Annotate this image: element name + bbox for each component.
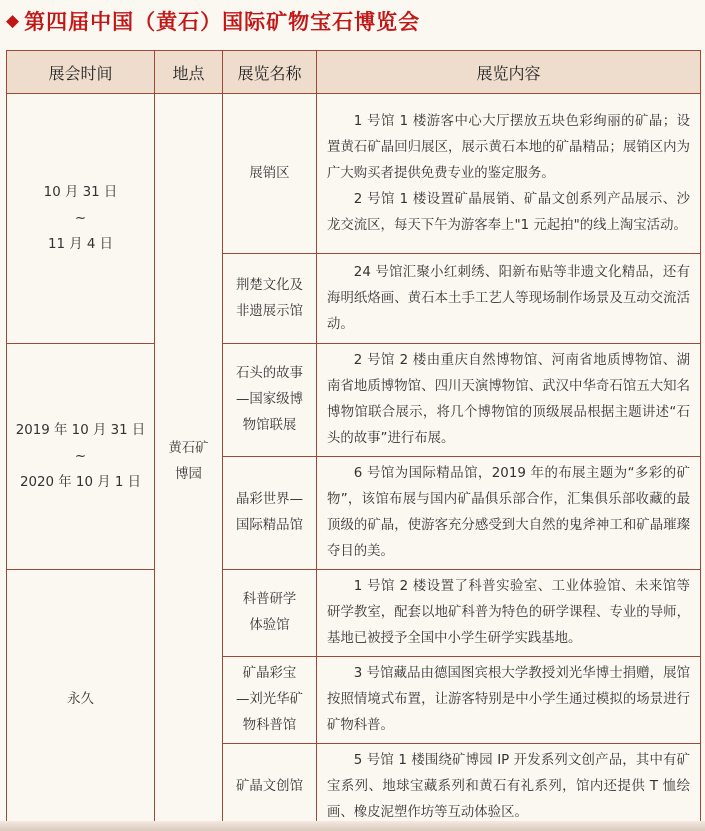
name-line: 物馆联展 bbox=[242, 418, 297, 433]
name-line: —国家级博 bbox=[236, 392, 303, 407]
period-permanent: 永久 bbox=[67, 692, 94, 707]
content-paragraph: 1 号馆 1 楼游客中心大厅摆放五块色彩绚丽的矿晶；设置黄石矿晶回归展区，展示黄石本地的矿晶精品；展销区内为广大购买者提供免费专业的鉴定服务。 bbox=[327, 113, 690, 181]
location-cell bbox=[155, 94, 223, 831]
name-line: —刘光华矿 bbox=[236, 692, 303, 707]
diamond-icon: ◆ bbox=[6, 11, 21, 31]
exhibition-content bbox=[317, 344, 701, 457]
name-line: 展销区 bbox=[249, 165, 290, 181]
content-paragraph: 6 号馆为国际精品馆，2019 年的布展主题为“多彩的矿物”，该馆布展与国内矿晶俱乐部合作，汇集俱乐部收藏的最顶级的矿晶，使游客充分感受到大自然的鬼斧神工和矿晶璀璨夺目的美。 bbox=[327, 466, 690, 559]
exhibition-content bbox=[317, 744, 701, 831]
content-paragraph: 3 号馆藏品由德国图宾根大学教授刘光华博士捐赠，展馆按照情境式布置，让游客特别是中小学生通过模拟的场景进行矿物科普。 bbox=[327, 666, 690, 733]
page-title bbox=[6, 4, 420, 38]
content-paragraph: 5 号馆 1 楼围绕矿博园 IP 开发系列文创产品，其中有矿宝系列、地球宝藏系列和黄石有礼系列，馆内还提供 T 恤绘画、橡皮泥塑作坊等互动体验区。 bbox=[327, 753, 690, 820]
exhibition-content bbox=[317, 457, 701, 570]
header-row bbox=[7, 51, 701, 94]
location-line: 黄石矿 bbox=[168, 441, 209, 456]
exhibition-name bbox=[223, 657, 317, 744]
name-line: 矿晶彩宝 bbox=[242, 666, 297, 681]
exhibition-table bbox=[6, 50, 701, 831]
period-cell bbox=[7, 570, 155, 831]
header-name: 展览名称 bbox=[223, 51, 317, 94]
table-row bbox=[7, 570, 701, 657]
header-content: 展览内容 bbox=[317, 51, 701, 94]
decorative-footer-band bbox=[0, 821, 705, 831]
name-line: 非遗展示馆 bbox=[236, 303, 303, 319]
content-paragraph: 2 号馆 2 楼由重庆自然博物馆、河南省地质博物馆、湖南省地质博物馆、四川天演博物馆、武汉中华奇石馆五大知名博物馆联合展示，将几个博物馆的顶级展品根据主题讲述“石头的故事”进行布展。 bbox=[327, 353, 690, 446]
table-row bbox=[7, 344, 701, 457]
exhibition-name bbox=[223, 457, 317, 570]
title-text: 第四届中国（黄石）国际矿物宝石博览会 bbox=[24, 9, 421, 34]
name-line: 国际精品馆 bbox=[236, 518, 303, 533]
exhibition-content bbox=[317, 254, 701, 344]
exhibition-content bbox=[317, 94, 701, 254]
exhibition-content bbox=[317, 657, 701, 744]
name-line: 石头的故事 bbox=[236, 366, 303, 381]
name-line: 物科普馆 bbox=[242, 718, 297, 733]
content-paragraph: 1 号馆 2 楼设置了科普实验室、工业体验馆、未来馆等研学教室，配套以地矿科普为特色的研学课程、专业的导师，基地已被授予全国中小学生研学实践基地。 bbox=[327, 579, 690, 646]
period-tilde: ~ bbox=[74, 210, 87, 226]
period-end: 11 月 4 日 bbox=[47, 236, 114, 252]
period-tilde: ~ bbox=[74, 448, 87, 464]
period-start: 2019 年 10 月 31 日 bbox=[15, 422, 146, 438]
exhibition-name bbox=[223, 94, 317, 254]
period-cell bbox=[7, 344, 155, 570]
period-end: 2020 年 10 月 1 日 bbox=[19, 474, 142, 490]
table-row bbox=[7, 94, 701, 254]
location-line: 博园 bbox=[175, 467, 202, 482]
header-time: 展会时间 bbox=[7, 51, 155, 94]
name-line: 体验馆 bbox=[249, 618, 290, 633]
exhibition-name bbox=[223, 570, 317, 657]
name-line: 晶彩世界— bbox=[236, 492, 303, 507]
exhibition-content bbox=[317, 570, 701, 657]
header-location: 地点 bbox=[155, 51, 223, 94]
content-paragraph: 2 号馆 1 楼设置矿晶展销、矿晶文创系列产品展示、沙龙交流区，每天下午为游客奉上"1 元起拍"的线上淘宝活动。 bbox=[327, 191, 690, 233]
name-line: 矿晶文创馆 bbox=[236, 779, 303, 794]
exhibition-name bbox=[223, 344, 317, 457]
period-start: 10 月 31 日 bbox=[43, 184, 118, 200]
exhibition-name bbox=[223, 744, 317, 831]
name-line: 科普研学 bbox=[242, 592, 297, 607]
period-cell bbox=[7, 94, 155, 344]
exhibition-name bbox=[223, 254, 317, 344]
name-line: 荆楚文化及 bbox=[236, 277, 303, 293]
content-paragraph: 24 号馆汇聚小红刺绣、阳新布贴等非遗文化精品，还有海明纸烙画、黄石本土手工艺人等现场制作场景及互动交流活动。 bbox=[327, 264, 690, 332]
